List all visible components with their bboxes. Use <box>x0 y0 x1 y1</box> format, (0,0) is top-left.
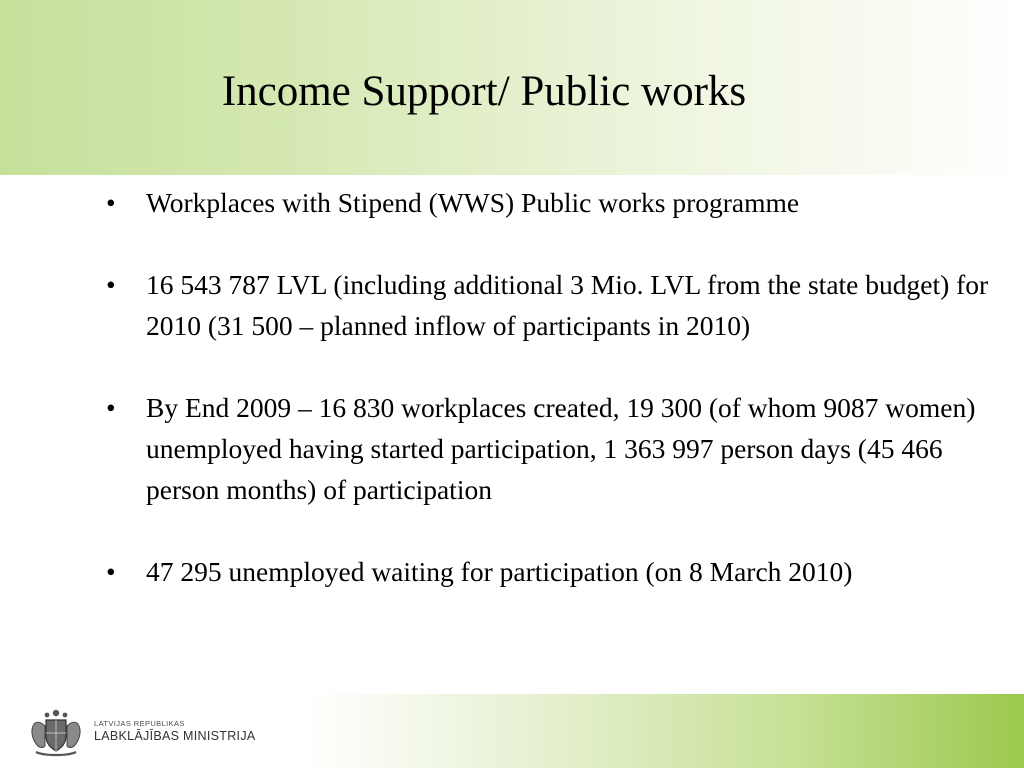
bullet-dot-icon: • <box>106 392 116 423</box>
slide-title: Income Support/ Public works <box>221 68 747 115</box>
logo-line-republic: LATVIJAS REPUBLIKAS <box>94 719 185 728</box>
bullet-text: 47 295 unemployed waiting for participation (on 8 March 2010) <box>146 556 853 587</box>
bullet-text: 16 543 787 LVL (including additional 3 Mio. LVL from the state budget) for 2010 (31 500 – planned inflow of participants in 2010) <box>146 269 989 341</box>
bullet-dot-icon: • <box>106 187 116 218</box>
ministry-logo <box>28 704 298 760</box>
bullet-item <box>106 387 996 510</box>
logo-line-ministry: LABKLĀJĪBAS MINISTRIJA <box>94 729 256 743</box>
bullet-item <box>106 551 996 592</box>
bullet-text: Workplaces with Stipend (WWS) Public works programme <box>146 187 800 218</box>
bullet-item <box>106 182 996 223</box>
bullet-item <box>106 264 996 346</box>
bullet-text: By End 2009 – 16 830 workplaces created, 19 300 (of whom 9087 women) unemployed having started participation, 1 363 997 person days (45 466 person months) of participation <box>146 392 976 505</box>
bullet-dot-icon: • <box>106 556 116 587</box>
bullet-dot-icon: • <box>106 269 116 300</box>
coat-of-arms-icon <box>28 706 84 758</box>
bullet-list <box>106 182 996 592</box>
